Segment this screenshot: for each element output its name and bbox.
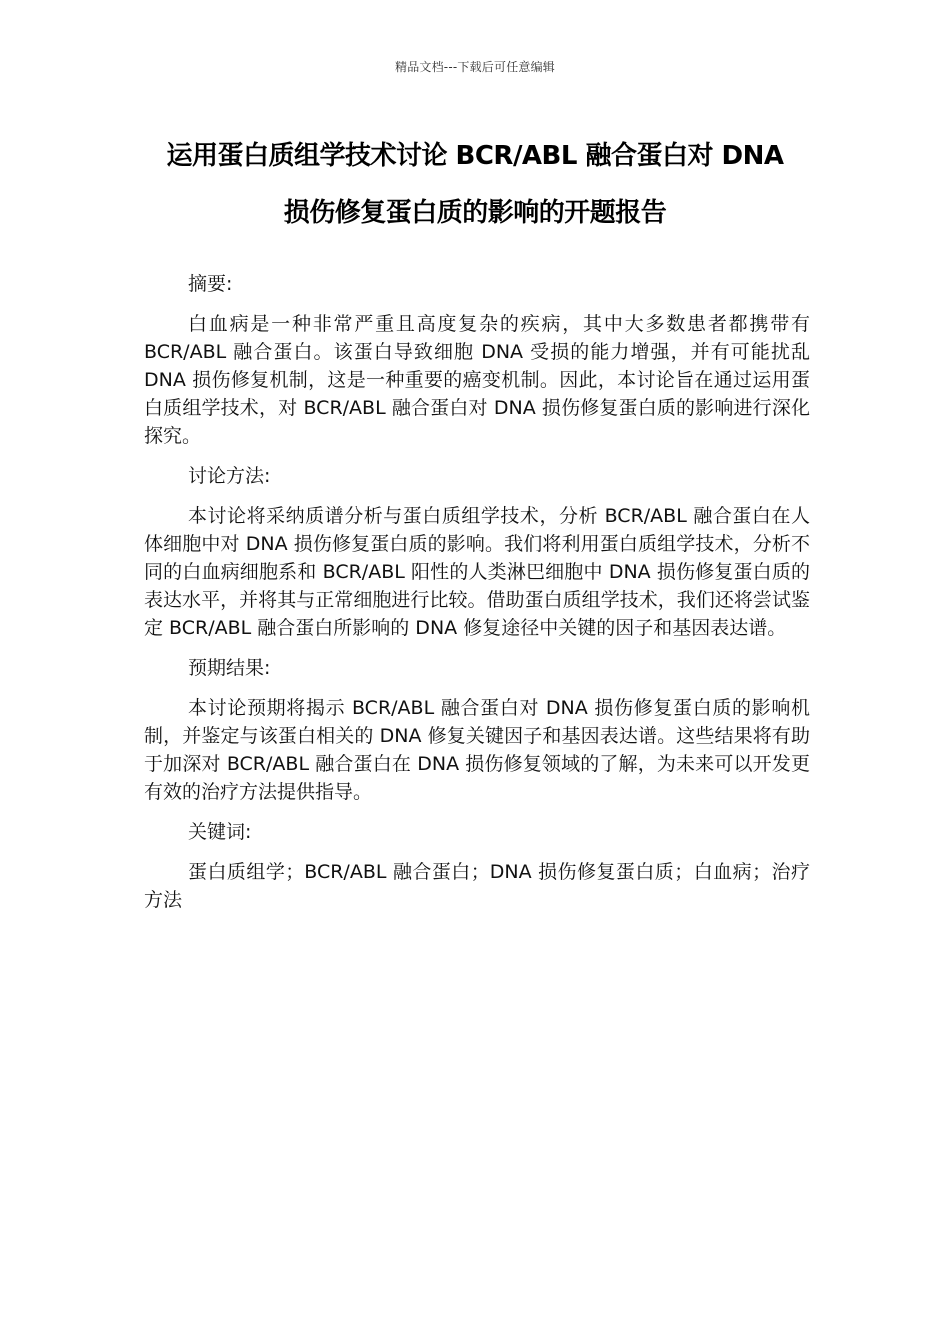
expected-results-paragraph: 本讨论预期将揭示 BCR/ABL 融合蛋白对 DNA 损伤修复蛋白质的影响机制，并鉴定与该蛋白相关的 DNA 修复关键因子和基因表达谱。这些结果将有助于加深对 BCR/ABL 融合蛋白在 DNA 损伤修复领域的了解，为未来可以开发更有效的治疗方法提供指导。 [144, 697, 810, 803]
document-title [120, 128, 830, 242]
methods-paragraph: 本讨论将采纳质谱分析与蛋白质组学技术，分析 BCR/ABL 融合蛋白在人体细胞中对 DNA 损伤修复蛋白质的影响。我们将利用蛋白质组学技术，分析不同的白血病细胞系和 BCR/ABL 阳性的人类淋巴细胞中 DNA 损伤修复蛋白质的表达水平，并将其与正常细胞进行比较。借助蛋白质组学技术，我们还将尝试鉴定 BCR/ABL 融合蛋白所影响的 DNA 修复途径中关键的因子和基因表达谱。 [144, 505, 810, 639]
title-line-1: 运用蛋白质组学技术讨论 BCR/ABL 融合蛋白对 DNA [166, 141, 784, 171]
abstract-heading: 摘要: [188, 273, 233, 295]
keywords-paragraph: 蛋白质组学；BCR/ABL 融合蛋白；DNA 损伤修复蛋白质；白血病；治疗方法 [144, 861, 810, 911]
document-body [144, 270, 810, 926]
expected-results-heading: 预期结果: [188, 657, 271, 679]
keywords-heading: 关键词: [188, 821, 252, 843]
title-line-2: 损伤修复蛋白质的影响的开题报告 [283, 198, 667, 228]
methods-heading: 讨论方法: [188, 465, 271, 487]
abstract-paragraph: 白血病是一种非常严重且高度复杂的疾病，其中大多数患者都携带有 BCR/ABL 融合蛋白。该蛋白导致细胞 DNA 受损的能力增强，并有可能扰乱 DNA 损伤修复机制，这是一种重要的癌变机制。因此，本讨论旨在通过运用蛋白质组学技术，对 BCR/ABL 融合蛋白对 DNA 损伤修复蛋白质的影响进行深化探究。 [144, 313, 810, 447]
page-header: 精品文档---下载后可任意编辑 [395, 60, 555, 74]
